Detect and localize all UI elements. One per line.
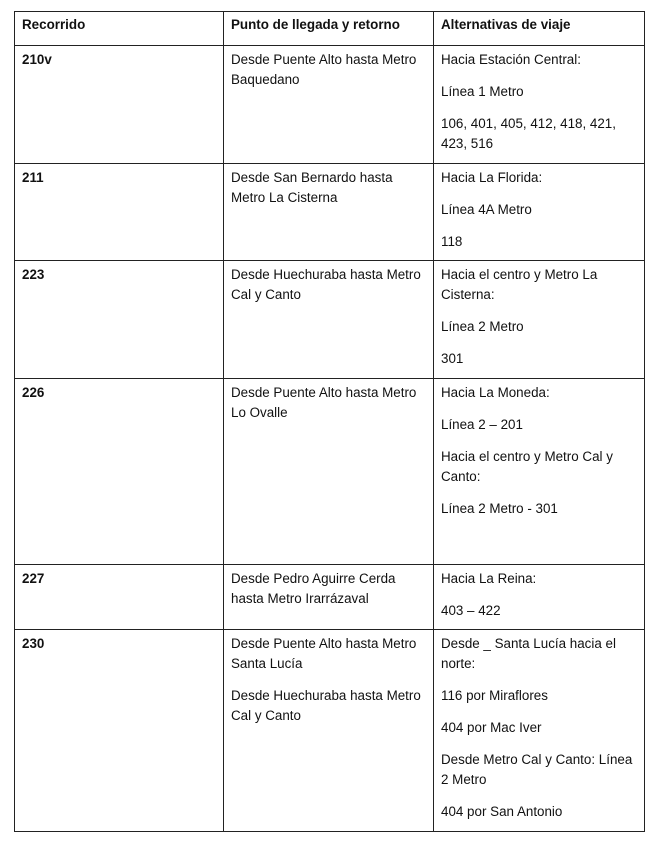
header-row xyxy=(15,12,645,46)
alternative-text: Línea 1 Metro xyxy=(441,84,524,99)
alternative-text: 118 xyxy=(441,234,463,249)
table-row xyxy=(15,261,645,379)
alternative-text: Línea 2 Metro - 301 xyxy=(441,501,558,516)
alternatives-cell xyxy=(434,164,645,261)
table-row xyxy=(15,164,645,261)
alternative-text: Línea 2 – 201 xyxy=(441,417,523,432)
alternatives-cell xyxy=(434,379,645,565)
alternative-text: 404 por Mac Iver xyxy=(441,720,542,735)
alternative-text: Hacia La Reina: xyxy=(441,571,537,586)
route-id: 230 xyxy=(15,630,224,832)
alternative-text: 403 – 422 xyxy=(441,603,501,618)
header-alternatives: Alternativas de viaje xyxy=(434,12,645,46)
endpoints-cell xyxy=(224,46,434,164)
endpoints-cell xyxy=(224,630,434,832)
endpoint-text: Desde Pedro Aguirre Cerda hasta Metro Irarrázaval xyxy=(231,571,396,606)
alternatives-cell xyxy=(434,46,645,164)
header-endpoints: Punto de llegada y retorno xyxy=(224,12,434,46)
table-row xyxy=(15,565,645,630)
alternative-text: Hacia el centro y Metro La Cisterna: xyxy=(441,267,598,302)
table-row xyxy=(15,630,645,832)
alternative-text: 116 por Miraflores xyxy=(441,688,548,703)
alternatives-cell xyxy=(434,565,645,630)
alternative-text: Hacia La Moneda: xyxy=(441,385,550,400)
route-id: 211 xyxy=(15,164,224,261)
route-id: 210v xyxy=(15,46,224,164)
route-id: 226 xyxy=(15,379,224,565)
alternative-text: Línea 4A Metro xyxy=(441,202,532,217)
alternative-text: 301 xyxy=(441,351,464,366)
alternative-text: Línea 2 Metro xyxy=(441,319,524,334)
alternatives-cell xyxy=(434,630,645,832)
alternatives-cell xyxy=(434,261,645,379)
alternative-text: Desde Metro Cal y Canto: Línea 2 Metro xyxy=(441,752,633,787)
endpoint-text: Desde Puente Alto hasta Metro Santa Lucía xyxy=(231,636,417,671)
endpoint-text: Desde Huechuraba hasta Metro Cal y Canto xyxy=(231,688,421,723)
route-id: 223 xyxy=(15,261,224,379)
endpoints-cell xyxy=(224,164,434,261)
endpoints-cell xyxy=(224,379,434,565)
table-row xyxy=(15,46,645,164)
routes-table xyxy=(14,11,645,832)
endpoints-cell xyxy=(224,565,434,630)
table-row xyxy=(15,379,645,565)
alternative-text: 404 por San Antonio xyxy=(441,804,563,819)
alternative-text: 106, 401, 405, 412, 418, 421, 423, 516 xyxy=(441,116,616,151)
endpoint-text: Desde Puente Alto hasta Metro Baquedano xyxy=(231,52,417,87)
endpoints-cell xyxy=(224,261,434,379)
endpoint-text: Desde San Bernardo hasta Metro La Cisterna xyxy=(231,170,393,205)
endpoint-text: Desde Puente Alto hasta Metro Lo Ovalle xyxy=(231,385,417,420)
alternative-text: Desde _ Santa Lucía hacia el norte: xyxy=(441,636,616,671)
alternative-text: Hacia el centro y Metro Cal y Canto: xyxy=(441,449,613,484)
alternative-text: Hacia Estación Central: xyxy=(441,52,581,67)
header-route: Recorrido xyxy=(15,12,224,46)
route-id: 227 xyxy=(15,565,224,630)
endpoint-text: Desde Huechuraba hasta Metro Cal y Canto xyxy=(231,267,421,302)
alternative-text: Hacia La Florida: xyxy=(441,170,543,185)
